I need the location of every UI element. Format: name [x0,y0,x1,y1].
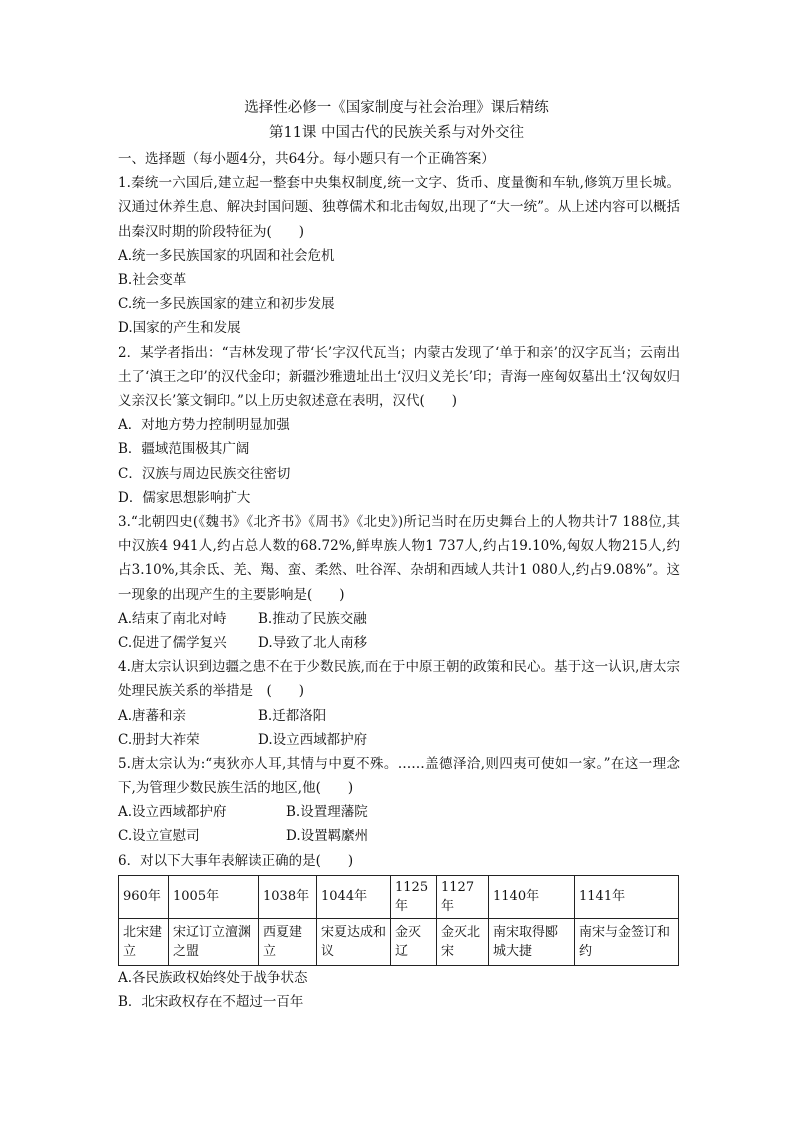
timeline-event-cell: 宋夏达成和议 [317,918,391,965]
question-3-option-b: B.推动了民族交融 [258,610,367,627]
question-5-options-row-2 [118,824,680,848]
question-4-option-c: C.册封大祚荣 [118,731,200,748]
question-5-option-a: A.设立西域都护府 [118,804,227,821]
timeline-year-cell: 1141年 [575,875,679,918]
question-6-stem: 6．对以下大事年表解读正确的是( ) [118,852,354,869]
question-1-option-b: B.社会变革 [118,271,187,288]
timeline-year-cell: 1140年 [489,875,575,918]
question-4-option-a: A.唐蕃和亲 [118,707,187,724]
timeline-year-cell: 960年 [119,875,169,918]
question-3-option-d: D.导致了北人南移 [258,634,368,651]
question-2-stem: 2．某学者指出：“吉林发现了带‘长’字汉代瓦当；内蒙古发现了‘单于和亲’的汉字瓦当；云南出土了‘滇王之印’的汉代金印；新疆沙雅遗址出土‘汉归义羌长’印；青海一座匈奴墓出土‘汉匈奴归义亲汉长’篆文铜印。”以上历史叙述意在表明，汉代( ) [118,344,680,409]
timeline-year-cell: 1005年 [169,875,259,918]
timeline-event-cell: 北宋建立 [119,918,169,965]
question-5-option-c: C.设立宣慰司 [118,828,200,845]
question-4-option-b: B.迁都洛阳 [258,707,327,724]
timeline-event-cell: 金灭辽 [391,918,437,965]
timeline-events-row [119,918,679,965]
timeline-year-cell: 1038年 [259,875,317,918]
question-2-option-b: B．疆域范围极其广阔 [118,441,250,458]
timeline-event-cell: 宋辽订立澶渊之盟 [169,918,259,965]
question-3-option-a: A.结束了南北对峙 [118,610,227,627]
question-5-option-d: D.设置羁縻州 [286,828,369,845]
timeline-event-cell: 西夏建立 [259,918,317,965]
section-heading: 一、选择题（每小题4分，共64分。每小题只有一个正确答案） [118,151,495,167]
question-4-option-d: D.设立西域都护府 [258,731,368,748]
question-2-option-d: D．儒家思想影响扩大 [118,489,251,506]
question-3-options-row-1 [118,607,680,631]
timeline-table [118,875,679,966]
question-4-stem: 4.唐太宗认识到边疆之患不在于少数民族,而在于中原王朝的政策和民心。基于这一认识,唐太宗处理民族关系的举措是 ( ) [118,659,680,700]
timeline-year-cell: 1125年 [391,875,437,918]
timeline-event-cell: 南宋与金签订和约 [575,918,679,965]
question-6-option-b: B．北宋政权存在不超过一百年 [118,994,304,1011]
question-1-option-d: D.国家的产生和发展 [118,320,241,337]
question-content [118,147,680,1014]
lesson-subtitle: 第11课 中国古代的民族关系与对外交往 [268,125,525,141]
document-title: 选择性必修一《国家制度与社会治理》课后精练 [244,100,549,116]
question-1-option-c: C.统一多民族国家的建立和初步发展 [118,296,335,313]
timeline-years-row [119,875,679,918]
question-5-stem: 5.唐太宗认为:“夷狄亦人耳,其情与中夏不殊。……盖德泽洽,则四夷可使如一家。”在这一理念下,为管理少数民族生活的地区,他( ) [118,755,680,797]
question-2-option-a: A．对地方势力控制明显加强 [118,417,290,434]
question-6-option-a: A.各民族政权始终处于战争状态 [118,969,308,986]
question-2-option-c: C．汉族与周边民族交往密切 [118,465,291,482]
question-1-stem: 1.秦统一六国后,建立起一整套中央集权制度,统一文字、货币、度量衡和车轨,修筑万里长城。汉通过休养生息、解决封国问题、独尊儒术和北击匈奴,出现了“大一统”。从上述内容可以概括出秦汉时期的阶段特征为( ) [118,175,680,240]
question-3-options-row-2 [118,631,680,655]
question-5-options-row-1 [118,800,680,824]
timeline-event-cell: 金灭北宋 [437,918,489,965]
question-5-option-b: B.设置理藩院 [286,804,368,821]
question-3-option-c: C.促进了儒学复兴 [118,634,227,651]
timeline-event-cell: 南宋取得郾城大捷 [489,918,575,965]
question-3-stem: 3.“北朝四史(《魏书》《北齐书》《周书》《北史》)所记当时在历史舞台上的人物共计7 188位,其中汉族4 941人,约占总人数的68.72%,鲜卑族人物1 737人,约占19.10%,匈奴人物215人,约占3.10%,其余氐、羌、羯、蛮、柔然、吐谷浑、杂胡和西域人共计1 080人,约占9.08%”。这一现象的出现产生的主要影响是( ) [118,513,680,603]
timeline-year-cell: 1044年 [317,875,391,918]
timeline-year-cell: 1127年 [437,875,489,918]
question-1-option-a: A.统一多民族国家的巩固和社会危机 [118,247,335,264]
question-4-options-row-1 [118,704,680,728]
question-4-options-row-2 [118,728,680,752]
